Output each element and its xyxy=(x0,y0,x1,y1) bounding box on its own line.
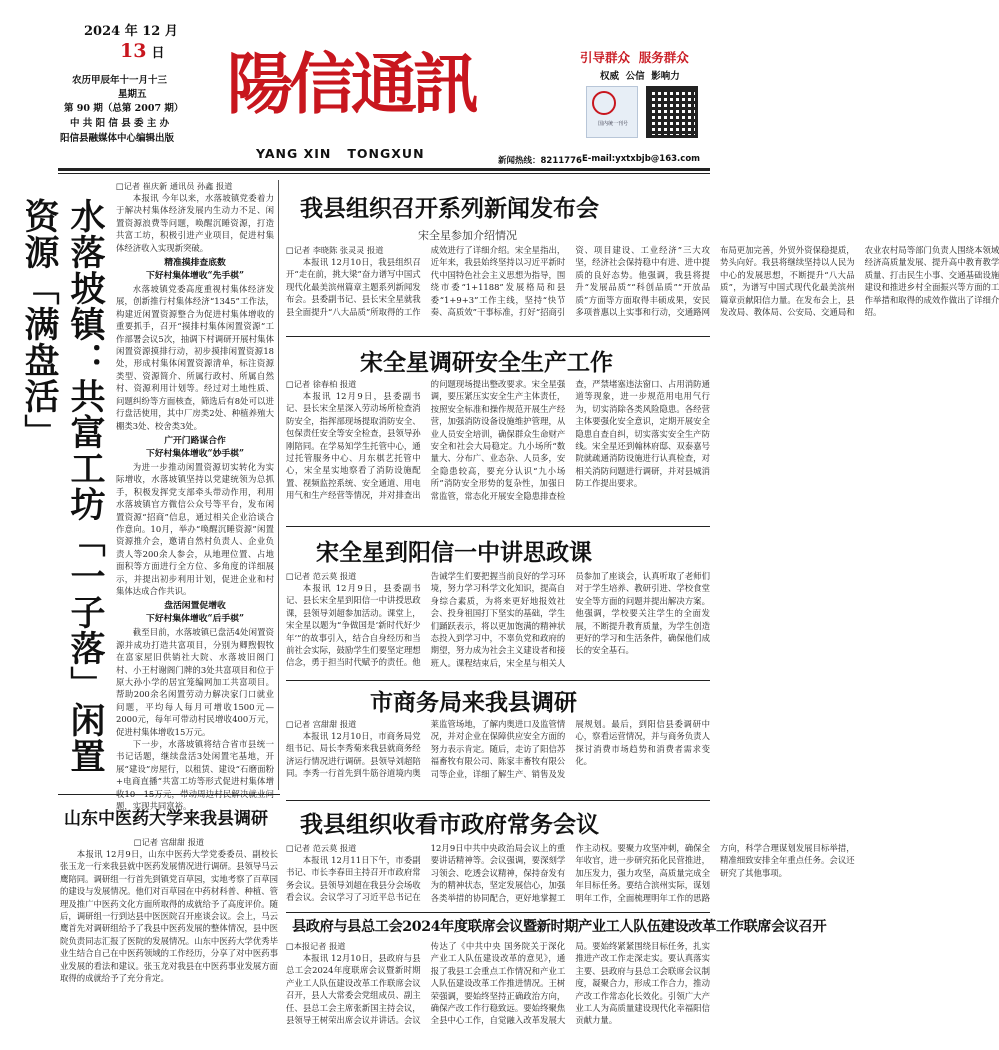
date-day-block xyxy=(120,40,165,62)
masthead-rule-thin xyxy=(58,173,710,174)
seal-circle-icon xyxy=(592,91,616,115)
seal-badge xyxy=(586,86,638,138)
article-text: 本报讯 12月9日，县委副书记、县长宋全星深入劳动场所检查消防安全，指挥部现场提取消防安全、包保责任安全等安全检查，县领导孙刚陪同。在学易知学生托管中心，通过托管服务中心、月东棋艺托管中心，宋全星实地察看了消防设施配置、视频监控系统、安全通道、用电用气和生产经营等情况，并对排查出的问题现场提出整改要求。宋全星强调，要压紧压实安全生产主体责任，按照安全标准和操作规范开展生产经营，加强消防设备设施维护管理，从业人员安全培训，确保群众生命财产安全和社会大局稳定。九小场所“数量大、分布广、业态杂、人员多，安全隐患较高，要充分认识“九小场所”消防安全形势的复杂性，加强日常监管，常态化开展安全隐患排查检查，严禁堵塞违法窗口、占用消防通道等现象，进一步规范用电用气行为，切实消除各类风险隐患。各经营主体要强化安全意识，定期开展安全隐患自查自纠，切实落实安全生产防线。宋全星还到翰林府邸、双泰嘉号院就疏通消防设施进行认真检查，对相关消防问题进行调研，并对县城消防工作提出要求。 xyxy=(286,379,710,501)
left-bottom-rule xyxy=(58,794,280,795)
article-text: 本报讯 12月10日，市商务局党组书记、局长李秀菊来我县就商务经济运行情况进行调研。县领导刘超陪同。李秀一行首先到牛筋谷道境内奥莱监管场地，了解内奥进口及监管情况，并对企业在保障供应安全方面的努力表示肯定。随后，走访了阳信苏福畜牧有限公司、陈家丰畜牧有限公司等企业，详细了解生产、销售及发展规划。最后，到阳信县委调研中心，察看运营情况，并与商务负责人探讨消费市场趋势和消费者需求变化。 xyxy=(286,719,710,779)
article-body xyxy=(286,940,710,1036)
left-story-intro: 本报讯 今年以来，水落坡镇党委着力于解决村集体经济发展内生动力不足、闲置资源浪费等问题，唤醒沉睡资源，打造共富工坊，积极引进产业项目，促进村集体经济收入实现新突破。 xyxy=(116,193,274,253)
left-story-section-text: 截至目前，水落坡镇已盘活4处闲置资源并成功打造共富项目，分别为卿煦假牧在富家屋旧供销社大院、水落坡旧阁门村、小王村谢阁门牌的3处共富项目和位于原大孙小学的居宜笼编网加工共富项目。帮助200余名闲置劳动力解决家门口就业问题，平均每人每月可增收1500元—2000元，每年可带动村民增收400万元，促进村集体增收15万元。 xyxy=(116,627,274,737)
lunar-date: 农历甲辰年十一月十三 xyxy=(72,75,168,86)
left-story-section-title: 广开门路谋合作 xyxy=(164,435,226,446)
article-body xyxy=(286,244,999,330)
left-story-section-subtitle: 下好村集体增收“妙手棋” xyxy=(145,448,245,459)
article-headline: 我县组织召开系列新闻发布会 xyxy=(300,195,599,222)
date-day-suffix: 日 xyxy=(151,46,165,61)
article-text: 本报讯 12月9日，县委副书记、县长宋全星到阳信一中讲授思政课，县领导刘超参加活动。课堂上，宋全星以题为“争做国是‘新时代好少年’”的故事引入，结合自身经历和当前社会实际，鼓励学生们要坚定理想信念，勇于担当时代赋予的责任。他告诫学生们要把握当前良好的学习环境，努力学习科学文化知识，提高自身综合素质，为将来更好地报效社会、投身祖国打下坚实的基础，学生们踊跃表示，将以更加饱满的精神状态投入到学习中，不辜负党和政府的期望，努力成为社会主义建设者和接班人。课程结束后，宋全星与相关人员参加了座谈会，认真听取了老师们对于学生培养、教研引进、学校食堂安全等方面的问题并提出解决方案。他强调，学校要关注学生的全面发展，不断提升教育质量，为学生创造更好的学习和生活条件，确保他们成长的安全基石。 xyxy=(286,571,710,668)
article-body xyxy=(286,378,710,518)
column-divider xyxy=(278,180,279,790)
article-headline: 宋全星到阳信一中讲思政课 xyxy=(316,539,592,566)
article-rule xyxy=(286,336,710,337)
article-body xyxy=(286,718,710,800)
article-subhead: 宋全星参加介绍情况 xyxy=(418,229,517,242)
article-headline: 县政府与县总工会2024年度联席会议暨新时期产业工人队伍建设改革工作联席会议召开 xyxy=(292,919,827,935)
left-story-closing: 下一步，水落坡镇将结合省市县统一书记话题，继续盘活3处闲置宅基地，开展“建设”房屋行，以租赁、建设“石磨面粉+电商直播”共富工坊等形式促进村集体增 题，实现共同富裕。 xyxy=(116,739,274,812)
article-rule xyxy=(286,680,710,681)
slogan-primary: 引导群众 服务群众 xyxy=(580,50,689,65)
article-text: 本报讯 12月11日下午，市委副书记、市长李春田主持召开市政府常务会议。县领导刘超在我县分会场收看会议。会议学习了习近平总书记在12月9日中共中央政治局会议上的重要讲话精神等。会议强调，要深刻学习领会、吃透会议精神，保持奋发有为的精神状态，坚定发展信心，加强各类举措的协同配合，更好地掌握工作主动权。要聚力攻坚冲刺，确保全年收官，进一步研究拓化民营推进，加压发力，强力攻坚，高质量完成全年目标任务。要结合滨州实际，谋划明年工作，全面梳理明年工作的思路方向，科学合理谋划发展目标举措，精准细致安排全年重点任务。会议还研究了其他事项。 xyxy=(286,843,855,903)
seal-caption: 国内统一刊号 xyxy=(597,121,628,127)
article-byline: □记者 宫甜甜 报道 xyxy=(286,719,357,729)
hotline: 新闻热线：8211776 xyxy=(498,156,582,166)
left-bottom-headline: 山东中医药大学来我县调研 xyxy=(64,809,268,829)
weekday: 星期五 xyxy=(118,89,147,100)
article-rule xyxy=(286,912,710,913)
article-rule xyxy=(286,800,710,801)
left-story-byline: □记者 崔庆新 通讯员 孙鑫 报道 xyxy=(116,181,233,191)
left-story-section-title: 盘活闲置促增收 xyxy=(164,601,226,612)
left-story-section-subtitle: 下好村集体增收“先手棋” xyxy=(145,271,245,282)
masthead-rule-thick xyxy=(58,168,710,171)
left-story-section-title: 精准摸排查底数 xyxy=(164,258,226,269)
left-story xyxy=(116,180,274,812)
left-vertical-headline: 水落坡镇：共富工坊「一子落」闲置资源「满盘活」 xyxy=(19,198,106,774)
article-body xyxy=(286,570,710,678)
article-text: 本报讯 12月10日，我县组织召开“走在前，挑大梁”奋力谱写中国式现代化最美滨州篇章主题系列新闻发布会。县委副书记、县长宋全星就我县全面提升“八大品质”所取得的工作成效进行了详细介绍。宋全星指出，近年来，我县始终坚持以习近平新时代中国特色社会主义思想为指导，围绕市委“1+1188”发展格局和县委“1+9+3”工作主线，坚持“快节奏、高质效”干事标准，打好“招商引资、项目建设、工业经济”三大攻坚，经济社会保持稳中有进、进中提质的良好态势。他强调，我县将提升“发展品质”“科创品质”“开放品质”方面等方面取得丰硕成果，安民多项普惠以上实事和行动，交通路网布局更加完善，外贸外资保稳提质，势头向好。我县将继续坚持以人民为中心的发展思想，不断提升“八大品质”，为谱写中国式现代化最美滨州篇章贡献阳信力量。在发布会上，县发改局、教体局、公安局、交通局和农业农村局等部门负责人围绕本领域经济高质量发展、提升高中教育教学质量、打击民生小事、交通基础设施建设和推进乡村全面振兴等方面的工作举措和取得的成效作做出了详细介绍。 xyxy=(286,245,999,318)
article-byline: □记者 徐春柏 报道 xyxy=(286,379,357,389)
left-bottom-story xyxy=(60,836,278,1032)
email: E-mail:yxtxbjb@163.com xyxy=(582,154,701,164)
left-story-section-subtitle: 下好村集体增收“后手棋” xyxy=(145,614,245,625)
article-text: 本报讯 12月10日，县政府与县总工会2024年度联席会议暨新时期产业工人队伍建设改革工作联席会议召开，县人大常委会党组成员、副主任、县总工会主席张新国主持会议，县领导王树荣出席会议并讲话。会议传达了《中共中央 国务院关于深化产业工人队伍建设改革的意见》，通报了我县工会重点工作情况和产业工人队伍建设改革工作推进情况。王树荣强调，要始终坚持正确政治方向，确保产改工作行稳致远。要始终聚焦全县中心工作，自觉融入改革发展大局。要始终紧紧围绕目标任务，扎实推进产改工作走深走实。要认真落实主要、县政府与县总工会联席会议制度，凝聚合力，形成工作合力，推动产改工作常态化长效化。引领广大产业工人为高质量建设现代化幸福阳信贡献力量。 xyxy=(286,941,710,1026)
logo-pinyin: YANG XIN TONGXUN xyxy=(256,146,425,161)
article-byline: □记者 范云莫 报道 xyxy=(286,571,357,581)
logo: 陽信通訊 xyxy=(227,45,475,123)
date-year-month: 2024 年 12 月 xyxy=(84,24,178,39)
article-byline: □记者 范云莫 报道 xyxy=(286,843,357,853)
article-byline: □记者 李晓陈 张灵灵 报道 xyxy=(286,245,384,255)
editor: 阳信县融媒体中心编辑出版 xyxy=(60,133,175,144)
article-headline: 市商务局来我县调研 xyxy=(370,689,577,716)
left-bottom-text: 本报讯 12月9日，山东中医药大学党委委员、副校长张玉龙一行来我县就中医药发展情况进行调研。县领导马云鹰陪同。调研组一行首先到镇党百草园，实地考察了百草园的建设与发展情况。他们对百草园在中药材科普、种植、管理及推广中医药文化方面所取得的成就给予了高度评价。随后，调研组一行到达县中医医院召开座谈会议。会上，马云鹰首先对调研组给予了我县中医药发展的整体情况，县中医院负责同志汇报了医院的发展情况。山东中医药大学优秀毕业生结合自己在中医药领域的工作经历，分享了对中医药事业发展的看法和建议。张玉龙对我县在中医药事业发展方面取得的成就给予了充分肯定。 xyxy=(60,849,278,984)
date-day: 13 xyxy=(120,40,147,62)
issue-number: 第 90 期（总第 2007 期） xyxy=(64,103,184,114)
left-story-section-text: 水落坡镇党委高度重视村集体经济发展，创新推行村集体经济“1345”工作法，构建近闲置资源整合为促进村集体增收的重要抓手，召开“摸排村集体闲置资源”工作部署会议5次，抽调下村调研开展村集体闲置资源摸排行动，初步摸排闲置资源18处，形成村集体闲置资源清单，标注资源类型、资源简介、所属行政村、所属自然村、资源利用计划等。经过对土地性质、问题纠纷等方面核查，筛选后有8处可以进行盘活使用，其中厂房类2处、种植养殖大棚类3处、校舍类3处。 xyxy=(116,284,274,431)
article-byline: □本报记者 报道 xyxy=(286,941,346,951)
article-body xyxy=(286,842,855,912)
masthead xyxy=(0,0,735,172)
article-rule xyxy=(286,526,710,527)
article-headline: 我县组织收看市政府常务会议 xyxy=(300,811,599,838)
article-headline: 宋全星调研安全生产工作 xyxy=(360,349,613,376)
sponsor: 中 共 阳 信 县 委 主 办 xyxy=(70,118,170,129)
left-story-section-text: 为进一步推动闲置资源切实转化为实际增收，水落坡镇坚持以党建统领为总抓手，积极发挥党支部牵头带动作用，利用水落坡镇官方微信公众号等平台，发布闲置资源“招商”信息，通过相关企业洽谈合作意向。10月，举办“唤醒沉睡资源”闲置资源推介会，邀请自然村负责人、企业负责人等200余人参会，从地理位置、占地面积等方面进行全方位、多角度的详细展示，并提出初步利用计划，促进企业和村集体达成合作共识。 xyxy=(116,461,274,596)
left-bottom-byline: □记者 宫甜甜 报道 xyxy=(133,837,205,847)
slogan-secondary: 权威 公信 影响力 xyxy=(600,71,680,82)
qr-code-icon xyxy=(646,86,698,138)
